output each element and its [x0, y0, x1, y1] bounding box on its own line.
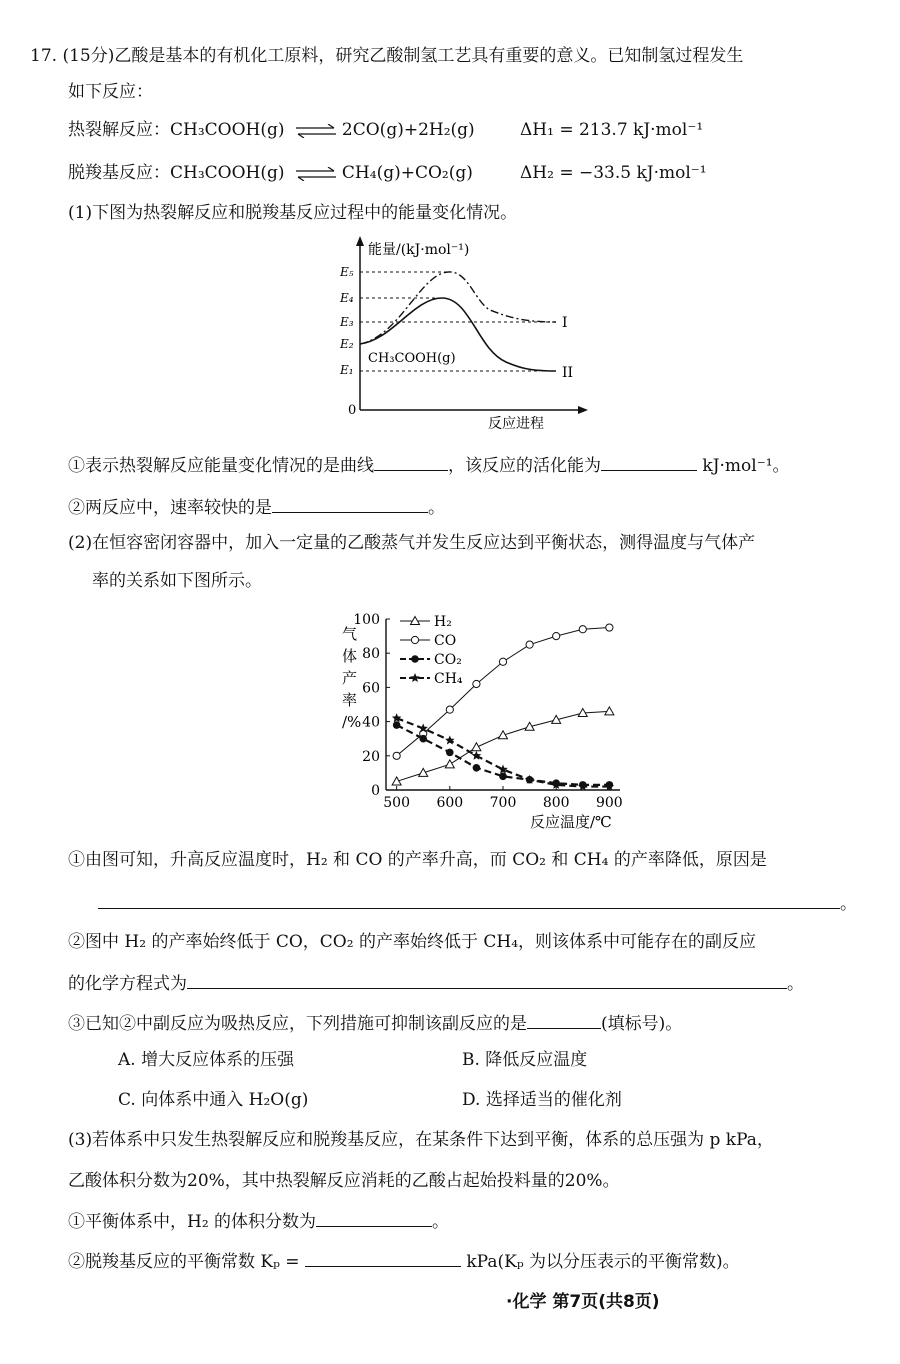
q1-text-b: ，该反应的活化能为 [448, 456, 601, 476]
legend-marker [411, 655, 419, 663]
data-point-series-1 [579, 626, 586, 633]
question-stem-line-2: 如下反应： [68, 82, 153, 102]
data-point-series-2 [393, 721, 401, 729]
equilibrium-arrow-icon [294, 167, 338, 181]
part-3-question-2 [68, 1248, 740, 1274]
data-point-series-1 [553, 633, 560, 640]
answer-blank-choice[interactable] [527, 1010, 601, 1029]
part-2-question-3 [68, 1010, 682, 1036]
data-point-series-0 [605, 707, 614, 715]
y-tick-label: 0 [371, 783, 380, 799]
x-tick-label: 700 [489, 795, 517, 811]
part-3-intro-2: 乙酸体积分数为20%，其中热裂解反应消耗的乙酸占起始投料量的20%。 [68, 1171, 620, 1191]
question-stem-line-1 [30, 44, 743, 68]
part-2-intro-1: (2)在恒容密闭容器中，加入一定量的乙酸蒸气并发生反应达到平衡状态，测得温度与气体产 [68, 533, 756, 553]
p3-q2-text-b: kPa(Kₚ 为以分压表示的平衡常数)。 [466, 1252, 740, 1272]
reaction-1-enthalpy: ΔH₁ = 213.7 kJ·mol⁻¹ [520, 120, 704, 140]
q1-text-c: kJ·mol⁻¹。 [702, 456, 790, 476]
reaction-1-products: 2CO(g)+2H₂(g) [341, 120, 475, 140]
q2-text-a: ②两反应中，速率较快的是 [68, 498, 272, 518]
answer-blank-curve[interactable] [374, 452, 448, 471]
x-axis-label: 反应温度/℃ [530, 813, 612, 831]
reaction-1-reactant: CH₃COOH(g) [170, 120, 285, 140]
part-1-question-2 [68, 494, 445, 520]
x-tick-label: 900 [595, 795, 623, 811]
data-point-series-3 [392, 713, 402, 722]
data-point-series-2 [446, 749, 454, 757]
legend-marker [411, 636, 418, 643]
reaction-2-name: 脱羧基反应： [68, 163, 170, 183]
q2-text-b: 的化学方程式为 [68, 974, 187, 994]
part-2-answer-line-1 [98, 890, 857, 916]
data-point-series-3 [578, 782, 588, 791]
energy-origin-label: 0 [348, 403, 357, 418]
energy-x-label: 反应进程 [488, 416, 544, 432]
data-point-series-2 [419, 735, 427, 743]
y-axis-label-char: 气 [342, 625, 358, 643]
x-tick-label: 500 [383, 795, 411, 811]
option-b[interactable]: B. 降低反应温度 [462, 1050, 588, 1070]
p3-q2-text-a: ②脱羧基反应的平衡常数 Kₚ = [68, 1252, 300, 1272]
data-point-series-1 [393, 752, 400, 759]
q1-text-a: ①表示热裂解反应能量变化情况的是曲线 [68, 456, 374, 476]
y-tick-label: 80 [362, 646, 380, 663]
reaction-2-enthalpy: ΔH₂ = −33.5 kJ·mol⁻¹ [520, 163, 707, 183]
x-tick-label: 800 [542, 795, 570, 811]
energy-y-arrow-icon [356, 236, 364, 246]
data-point-series-1 [526, 641, 533, 648]
part-3-intro-1: (3)若体系中只发生热裂解反应和脱羧基反应，在某条件下达到平衡，体系的总压强为 p kPa， [68, 1130, 774, 1150]
data-point-series-2 [473, 764, 481, 772]
q3-text-a: ③已知②中副反应为吸热反应，下列措施可抑制该副反应的是 [68, 1014, 527, 1034]
y-tick-label: 20 [362, 748, 380, 765]
reaction-2 [68, 161, 473, 185]
part-1-intro: (1)下图为热裂解反应和脱羧基反应过程中的能量变化情况。 [68, 203, 518, 223]
energy-y-label: 能量/(kJ·mol⁻¹) [368, 242, 470, 258]
data-point-series-0 [472, 743, 481, 751]
p3-q1-text-b: 。 [432, 1212, 450, 1232]
curve-label-ii: II [562, 365, 574, 381]
question-intro: (15分)乙酸是基本的有机化工原料，研究乙酸制氢工艺具有重要的意义。已知制氢过程发生 [62, 46, 744, 66]
energy-diagram [330, 232, 590, 432]
part-1-question-1 [68, 452, 790, 478]
reaction-2-reactant: CH₃COOH(g) [170, 163, 285, 183]
answer-blank-activation-energy[interactable] [601, 452, 697, 471]
level-label-e2: E₂ [340, 337, 354, 351]
answer-blank-reason[interactable] [98, 890, 840, 909]
option-a[interactable]: A. 增大反应体系的压强 [118, 1050, 295, 1070]
data-point-series-0 [445, 760, 454, 768]
level-label-e3: E₃ [340, 315, 354, 329]
data-point-series-3 [498, 765, 508, 774]
option-d[interactable]: D. 选择适当的催化剂 [462, 1090, 622, 1110]
data-point-series-1 [606, 624, 613, 631]
data-point-series-1 [446, 706, 453, 713]
part-2-question-2-b [68, 970, 804, 996]
q2-text-b: 。 [428, 498, 445, 518]
data-point-series-2 [499, 773, 507, 781]
legend-label: CO₂ [434, 652, 462, 668]
question-number: 17. [30, 46, 58, 66]
part-2-question-1: ①由图可知，升高反应温度时，H₂ 和 CO 的产率升高，而 CO₂ 和 CH₄ 的产率降低，原因是 [68, 850, 767, 870]
answer-blank-equation[interactable] [187, 970, 787, 989]
part-2-question-2-a: ②图中 H₂ 的产率始终低于 CO，CO₂ 的产率始终低于 CH₄，则该体系中可能存在的副反应 [68, 932, 757, 952]
reaction-1-name: 热裂解反应： [68, 120, 170, 140]
y-axis-label-char: 产 [342, 669, 358, 687]
reaction-2-products: CH₄(g)+CO₂(g) [341, 163, 473, 183]
answer-blank-h2-fraction[interactable] [316, 1208, 432, 1227]
y-tick-label: 60 [362, 680, 380, 697]
y-axis-label [342, 625, 361, 731]
page-footer: ·化学 第7页(共8页) [506, 1292, 660, 1312]
level-label-e1: E₁ [340, 363, 354, 377]
option-c[interactable]: C. 向体系中通入 H₂O(g) [118, 1090, 309, 1110]
reaction-1 [68, 118, 475, 142]
y-tick-label: 40 [362, 714, 380, 731]
data-point-series-1 [473, 680, 480, 687]
q3-text-b: (填标号)。 [601, 1014, 683, 1034]
yield-chart [330, 605, 630, 835]
legend-label: H₂ [434, 614, 452, 630]
x-tick-label: 600 [436, 795, 464, 811]
answer-blank-kp[interactable] [305, 1248, 461, 1267]
level-label-e4: E₄ [340, 291, 354, 305]
y-axis-label-char: /% [342, 713, 362, 731]
data-point-series-1 [499, 658, 506, 665]
q2-end-mark: 。 [787, 974, 804, 994]
curve-label-i: I [562, 315, 568, 331]
legend-marker [410, 673, 420, 682]
equilibrium-arrow-icon [294, 124, 338, 138]
level-label-e5: E₅ [340, 265, 354, 279]
start-species-label: CH₃COOH(g) [368, 351, 456, 366]
legend-label: CO [434, 633, 457, 649]
part-2-intro-2: 率的关系如下图所示。 [92, 571, 262, 591]
p3-q1-text-a: ①平衡体系中，H₂ 的体积分数为 [68, 1212, 317, 1232]
legend-label: CH₄ [434, 671, 463, 687]
curve-i [360, 272, 556, 344]
y-tick-label: 100 [353, 612, 380, 628]
answer-blank-faster-reaction[interactable] [272, 494, 428, 513]
energy-x-arrow-icon [578, 406, 588, 414]
part-3-question-1 [68, 1208, 449, 1234]
y-axis-label-char: 体 [342, 647, 358, 665]
y-axis-label-char: 率 [342, 691, 358, 709]
q1-end-mark: 。 [840, 894, 857, 914]
